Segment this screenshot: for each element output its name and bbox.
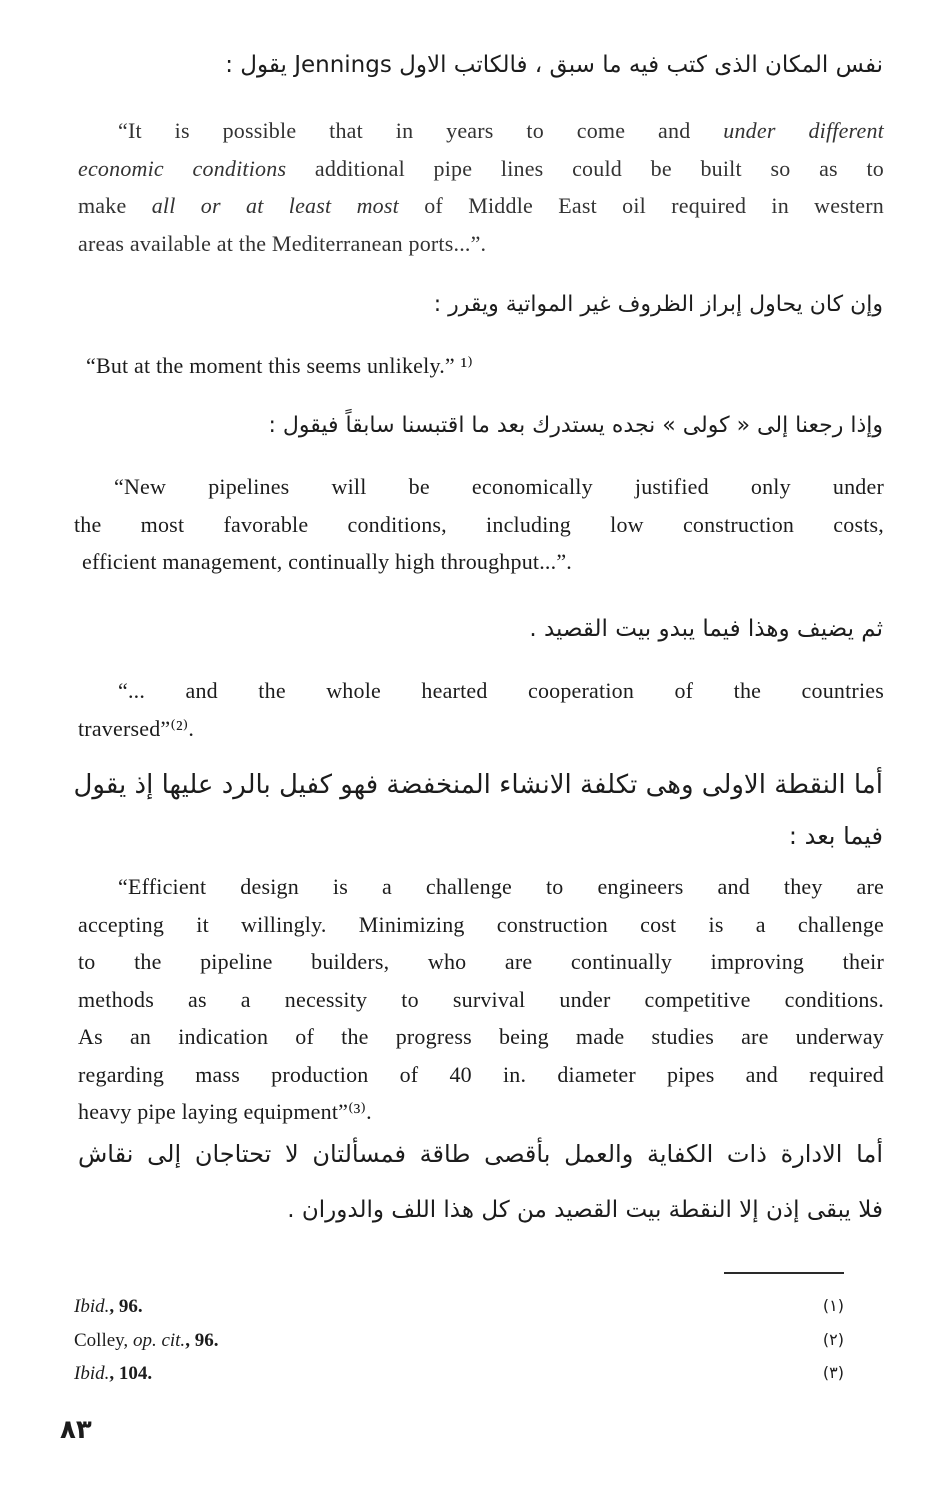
quote-cooperation-line-1: “... and the whole hearted cooperation of the countries xyxy=(118,678,884,703)
quote-efficient-design-line-2: accepting it willingly. Minimizing construction cost is a challenge xyxy=(78,911,884,937)
quote-cooperation-line-2: traversed”⁽²⁾. xyxy=(78,715,195,741)
arabic-colley-intro: وإذا رجعنا إلى « كولى » نجده يستدرك بعد ما اقتبسنا سابقاً فيقول : xyxy=(268,413,883,438)
arabic-intro-jennings: نفس المكان الذى كتب فيه ما سبق ، فالكاتب الاول Jennings يقول : xyxy=(225,52,883,78)
footnote-3-number: (٣) xyxy=(822,1363,844,1382)
quote-efficient-design-line-5: As an indication of the progress being made studies are underway xyxy=(78,1024,884,1049)
arabic-adds: ثم يضيف وهذا فيما يبدو بيت القصيد . xyxy=(529,616,883,642)
page-number: ٨٣ xyxy=(60,1415,92,1445)
footnote-1-text: Ibid., 96. xyxy=(74,1296,143,1317)
quote-jennings-line-4: areas available at the Mediterranean ports...”. xyxy=(78,230,487,256)
arabic-first-point-line-1: أما النقطة الاولى وهى تكلفة الانشاء المنخفضة فهو كفيل بالرد عليها إذ يقول xyxy=(73,770,883,800)
quote-efficient-design-line-7: heavy pipe laying equipment”⁽³⁾. xyxy=(78,1099,372,1124)
quote-jennings-line-2: economic conditions additional pipe lines could be built so as to xyxy=(78,155,884,181)
quote-unlikely xyxy=(86,347,892,385)
quote-efficient-design-line-6: regarding mass production of 40 in. diameter pipes and required xyxy=(78,1061,884,1087)
footnote-2-number: (٢) xyxy=(822,1330,844,1349)
quote-cooperation xyxy=(78,672,884,747)
arabic-management-line-2: فلا يبقى إذن إلا النقطة بيت القصيد من كل هذا اللف والدوران . xyxy=(287,1197,883,1223)
arabic-unfavorable: وإن كان يحاول إبراز الظروف غير المواتية ويقرر : xyxy=(433,292,883,317)
quote-new-pipelines-line-3: efficient management, continually high throughput...”. xyxy=(82,549,572,574)
footnote-3-text: Ibid., 104. xyxy=(74,1363,153,1384)
quote-unlikely-line: “But at the moment this seems unlikely.” ¹⁾ xyxy=(86,353,473,378)
quote-efficient-design-line-1: “Efficient design is a challenge to engineers and they are xyxy=(118,874,884,899)
quote-efficient-design xyxy=(78,868,884,1131)
footnote-1-number: (١) xyxy=(822,1296,844,1315)
quote-efficient-design-line-3: to the pipeline builders, who are continually improving their xyxy=(78,949,884,974)
quote-efficient-design-line-4: methods as a necessity to survival under competitive conditions. xyxy=(78,986,884,1012)
quote-jennings-line-3: make all or at least most of Middle East oil required in western xyxy=(78,193,884,218)
quote-new-pipelines xyxy=(74,468,884,581)
arabic-first-point-line-2: فيما بعد : xyxy=(788,822,883,850)
quote-new-pipelines-line-1: “New pipelines will be economically justified only under xyxy=(114,474,884,499)
quote-jennings xyxy=(78,112,884,262)
quote-new-pipelines-line-2: the most favorable conditions, including low construction costs, xyxy=(74,511,884,537)
footnote-2-text: Colley, op. cit., 96. xyxy=(74,1330,219,1351)
arabic-management-line-1: أما الادارة ذات الكفاية والعمل بأقصى طاقة فمسألتان لا تحتاجان إلى نقاش xyxy=(78,1140,883,1168)
footnote-divider xyxy=(724,1272,844,1274)
quote-jennings-line-1: “It is possible that in years to come and under different xyxy=(118,118,884,143)
